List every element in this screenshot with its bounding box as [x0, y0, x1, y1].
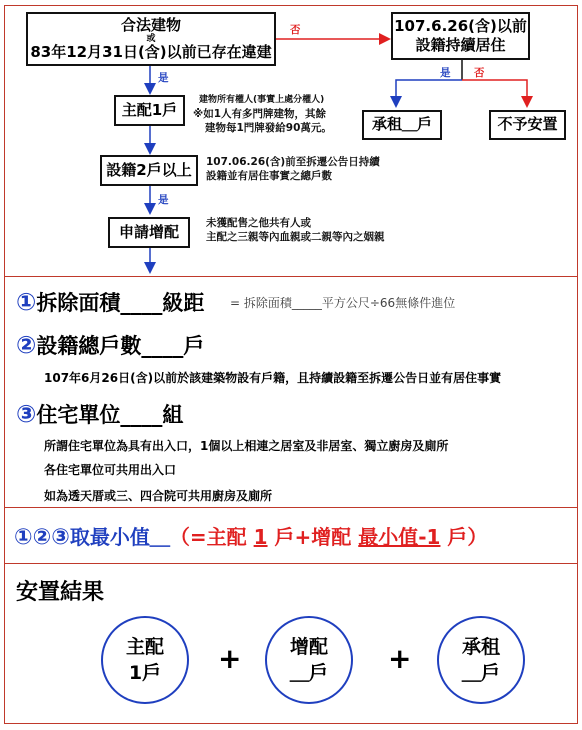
criterion-3-desc-3: 如為透天厝或三、四合院可共用廚房及廁所	[44, 489, 273, 503]
legal-line1: 合法建物	[120, 15, 181, 34]
rent-box: 承租＿戶	[362, 110, 442, 140]
formula-min: 取最小值＿	[69, 525, 170, 549]
yes-label-1: 是	[158, 72, 169, 84]
main-note-line1: 建物所有權人(事實上處分權人)	[199, 95, 325, 105]
result-increase-circle	[265, 616, 353, 704]
criterion-1	[16, 287, 204, 317]
plus-2: +	[388, 642, 412, 675]
household-note-line1: 107.06.26(含)前至拆遷公告日持續	[206, 156, 380, 168]
criterion-2-desc: 107年6月26日(含)以前於該建築物設有戶籍，且持續設籍至拆遷公告日並有居住事實	[44, 371, 502, 385]
yes-label-2: 是	[440, 67, 451, 79]
result-increase-line2: ＿戶	[289, 662, 328, 684]
yes-label-3: 是	[158, 194, 169, 206]
main-note-line2: ※如1人有多門牌建物，其餘	[193, 108, 327, 120]
main-note-line3: 建物每1門牌發給90萬元。	[205, 122, 332, 134]
criterion-3	[16, 399, 183, 429]
result-main-line2: 1戶	[128, 662, 162, 684]
household-note-line2: 設籍並有居住事實之總戶數	[206, 170, 332, 182]
result-main-circle	[101, 616, 189, 704]
apply-note	[206, 216, 385, 244]
result-title: 安置結果	[16, 580, 105, 605]
legal-line3: 83年12月31日(含)以前已存在違建	[30, 42, 272, 61]
result-rent-line2: ＿戶	[461, 662, 500, 684]
criterion-1-num: ①	[16, 288, 37, 316]
no-label-top: 否	[290, 24, 301, 36]
result-rent-circle	[437, 616, 525, 704]
household-box: 設籍2戶以上	[100, 155, 198, 186]
criterion-1-title: 拆除面積____級距	[36, 291, 205, 315]
criterion-2-title: 設籍總戶數____戶	[36, 334, 205, 358]
result-increase-line1: 增配	[289, 636, 328, 658]
legal-building-box	[26, 12, 276, 66]
result-rent-line1: 承租	[461, 636, 500, 658]
criterion-1-note: = 拆除面積_____平方公尺÷66無條件進位	[230, 296, 456, 310]
no-resettle-box: 不予安置	[489, 110, 566, 140]
formula-red-2: 戶+增配	[267, 525, 359, 549]
formula-red-one: 1	[253, 525, 268, 549]
formula-red-1: （=主配	[169, 525, 254, 549]
criterion-2-num: ②	[16, 331, 37, 359]
formula-nums: ①②③	[14, 525, 70, 550]
criterion-3-title: 住宅單位____組	[36, 403, 184, 427]
formula-line	[14, 521, 487, 550]
result-main-line1: 主配	[125, 636, 164, 658]
main-note	[193, 93, 332, 135]
legal-line2: 或	[146, 33, 156, 44]
apply-note-line1: 未獲配售之他共有人或	[206, 217, 311, 229]
criterion-3-desc-2: 各住宅單位可共用出入口	[44, 463, 177, 477]
resident-line1: 107.6.26(含)以前	[394, 16, 527, 35]
apply-note-line2: 主配之三親等內血親或二親等內之姻親	[206, 231, 385, 243]
no-label-2: 否	[474, 67, 485, 79]
formula-red-min: 最小值-1	[358, 525, 441, 549]
criterion-2	[16, 330, 204, 360]
resident-box	[391, 12, 530, 60]
criterion-3-num: ③	[16, 400, 37, 428]
resident-line2: 設籍持續居住	[415, 35, 506, 54]
main-allocation-box: 主配1戶	[114, 95, 185, 126]
plus-1: +	[218, 642, 242, 675]
formula-red-3: 戶）	[440, 525, 488, 549]
apply-increase-box: 申請增配	[108, 217, 190, 248]
criterion-3-desc-1: 所謂住宅單位為具有出入口，1個以上相連之居室及非居室、獨立廚房及廁所	[44, 439, 449, 453]
household-note	[206, 155, 380, 183]
